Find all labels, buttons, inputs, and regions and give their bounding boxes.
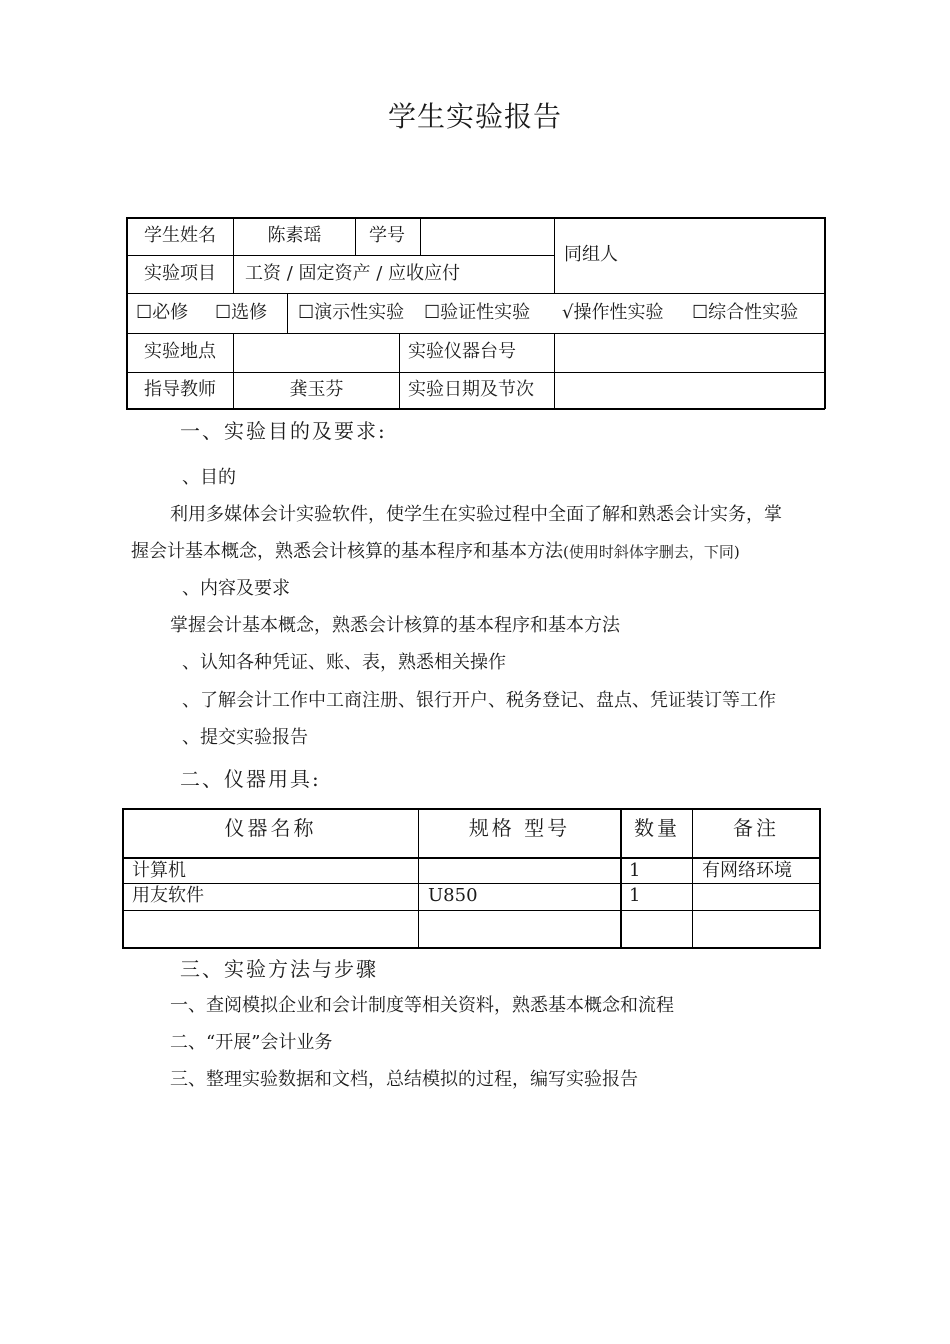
date-label: 实验日期及节次 xyxy=(408,379,534,400)
content-label: 、内容及要求 xyxy=(182,578,290,599)
requirement-item: 、认知各种凭证、账、表，熟悉相关操作 xyxy=(182,652,506,673)
group-label: 同组人 xyxy=(564,244,618,265)
cell-name: 用友软件 xyxy=(132,885,204,906)
step-item: 一、查阅模拟企业和会计制度等相关资料，熟悉基本概念和流程 xyxy=(170,995,674,1016)
instrument-no-label: 实验仪器台号 xyxy=(408,341,516,362)
section2-heading: 二、仪器用具: xyxy=(180,767,321,791)
demo-checkbox: ☐演示性实验 xyxy=(298,302,405,323)
page-title: 学生实验报告 xyxy=(387,100,562,133)
purpose-line2-main: 握会计基本概念，熟悉会计核算的基本程序和基本方法 xyxy=(131,541,563,562)
step-item: 三、整理实验数据和文档，总结模拟的过程，编写实验报告 xyxy=(170,1069,638,1090)
col-header-name: 仪器名称 xyxy=(224,816,317,840)
verify-checkbox: ☐验证性实验 xyxy=(424,302,531,323)
purpose-line1: 利用多媒体会计实验软件，使学生在实验过程中全面了解和熟悉会计实务，掌 xyxy=(170,504,782,525)
col-header-note: 备注 xyxy=(733,816,779,840)
requirement-item: 掌握会计基本概念，熟悉会计核算的基本程序和基本方法 xyxy=(170,615,620,636)
required-checkbox: ☐必修 xyxy=(136,302,189,323)
requirement-item: 、提交实验报告 xyxy=(182,727,308,748)
cell-qty: 1 xyxy=(629,885,641,906)
purpose-note: (使用时斜体字删去，下同) xyxy=(563,543,740,561)
purpose-label: 、目的 xyxy=(182,467,236,488)
location-label: 实验地点 xyxy=(144,341,216,362)
project-value: 工资 / 固定资产 / 应收应付 xyxy=(245,263,461,284)
col-header-qty: 数量 xyxy=(634,816,680,840)
step-item: 二、“开展”会计业务 xyxy=(170,1032,333,1053)
student-name-value: 陈素瑶 xyxy=(267,225,322,246)
cell-qty: 1 xyxy=(629,860,641,881)
teacher-name: 龚玉芬 xyxy=(289,379,344,400)
project-label: 实验项目 xyxy=(144,263,216,284)
cell-note: 有网络环境 xyxy=(702,860,792,881)
section3-heading: 三、实验方法与步骤 xyxy=(180,957,378,981)
teacher-label: 指导教师 xyxy=(144,379,216,400)
requirement-item: 、了解会计工作中工商注册、银行开户、税务登记、盘点、凭证装订等工作 xyxy=(182,690,776,711)
elective-checkbox: ☐选修 xyxy=(215,302,268,323)
operate-checkbox: √操作性实验 xyxy=(562,302,664,323)
comprehensive-checkbox: ☐综合性实验 xyxy=(692,302,799,323)
student-name-label: 学生姓名 xyxy=(144,225,216,246)
student-id-label: 学号 xyxy=(369,225,405,246)
cell-name: 计算机 xyxy=(132,860,186,881)
cell-spec: U850 xyxy=(428,885,478,906)
purpose-line2 xyxy=(131,541,740,563)
col-header-spec: 规格 型号 xyxy=(468,816,571,840)
section1-heading: 一、实验目的及要求: xyxy=(180,419,387,443)
